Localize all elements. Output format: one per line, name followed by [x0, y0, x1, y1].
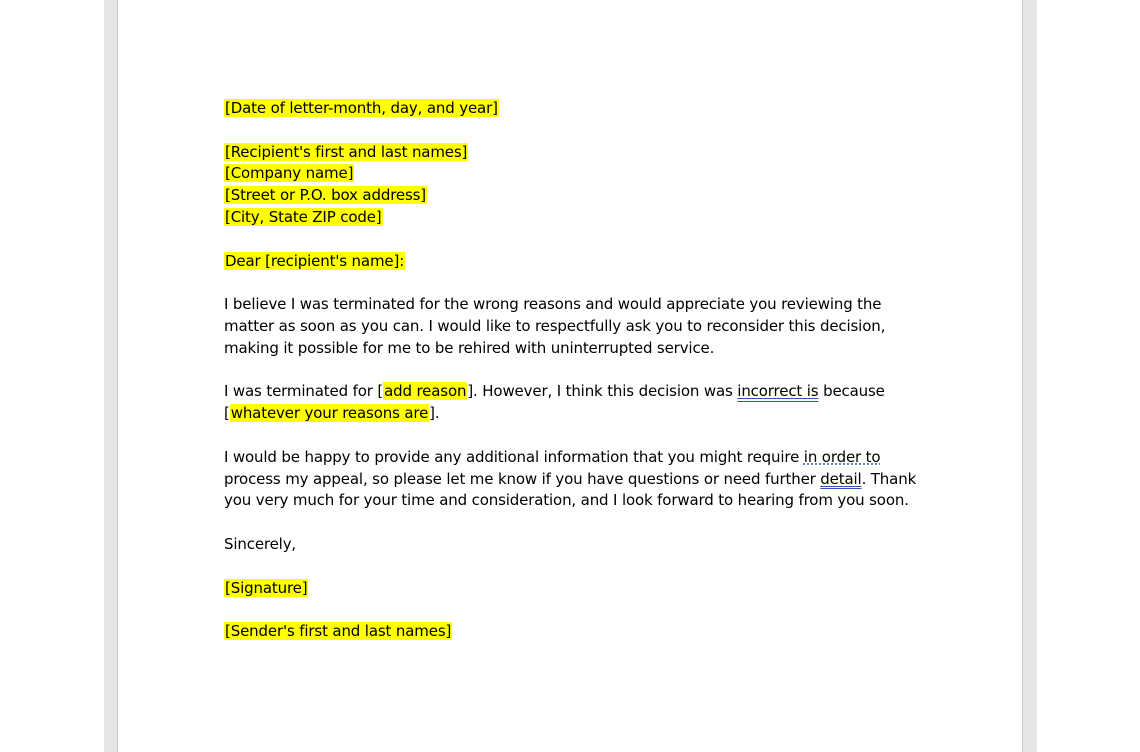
paragraph-2-text: [: [224, 404, 230, 423]
blank-line: [224, 512, 914, 534]
grammar-flagged-word[interactable]: detail: [820, 469, 862, 488]
paragraph-2-text: I was terminated for [: [224, 382, 384, 401]
city-state-zip-placeholder: [City, State ZIP code]: [225, 207, 382, 226]
paragraph-3-line-2: [224, 469, 917, 491]
blank-line: [224, 272, 914, 294]
company-name-placeholder: [Company name]: [225, 164, 354, 183]
paragraph-2-line-1: [224, 381, 914, 403]
salutation-line: [224, 251, 914, 273]
sender-name-line: [224, 621, 914, 643]
paragraph-3-text: process my appeal, so please let me know if you have questions or need further: [224, 469, 821, 488]
paragraph-1-line-2: matter as soon as you can. I would like to respectfully ask you to reconsider this decision,: [224, 316, 886, 335]
street-address-line: [224, 185, 914, 207]
paragraph-3-text: . Thank: [861, 469, 917, 488]
city-state-zip-line: [224, 207, 914, 229]
paragraph-3-line-1: [224, 447, 914, 469]
paragraph-1-line-1: I believe I was terminated for the wrong reasons and would appreciate you reviewing the: [224, 295, 882, 314]
blank-line: [224, 556, 914, 578]
recipient-name-line: [224, 142, 914, 164]
blank-line: [224, 229, 914, 251]
signature-line: [224, 578, 914, 600]
company-name-line: [224, 163, 914, 185]
paragraph-2-text: ].: [429, 404, 440, 423]
sender-name-placeholder: [Sender's first and last names]: [225, 622, 452, 641]
blank-line: [224, 425, 914, 447]
date-line: [224, 98, 914, 120]
paragraph-2-text: ]. However, I think this decision was: [467, 382, 738, 401]
paragraph-1-line-3: making it possible for me to be rehired with uninterrupted service.: [224, 338, 715, 357]
paragraph-2-text: because: [818, 382, 885, 401]
grammar-flagged-phrase[interactable]: incorrect is: [737, 382, 819, 401]
blank-line: [224, 599, 914, 621]
salutation-placeholder: Dear [recipient's name]:: [225, 251, 405, 270]
reasons-placeholder: whatever your reasons are: [230, 404, 429, 423]
document-page[interactable]: [117, 0, 1023, 752]
paragraph-2-line-2: [224, 403, 914, 425]
blank-line: [224, 360, 914, 382]
blank-line: [224, 120, 914, 142]
reason-placeholder: add reason: [384, 382, 467, 401]
letter-body[interactable]: [224, 98, 917, 643]
style-flagged-phrase[interactable]: in order to: [803, 447, 881, 466]
paragraph-3-line-3: you very much for your time and consideration, and I look forward to hearing from you soon.: [224, 491, 909, 510]
signature-placeholder: [Signature]: [225, 578, 308, 597]
paragraph-3-text: I would be happy to provide any additional information that you might require: [224, 447, 804, 466]
street-address-placeholder: [Street or P.O. box address]: [225, 186, 426, 205]
date-placeholder: [Date of letter-month, day, and year]: [225, 99, 498, 117]
recipient-name-placeholder: [Recipient's first and last names]: [225, 142, 468, 161]
closing-line: Sincerely,: [224, 534, 297, 553]
